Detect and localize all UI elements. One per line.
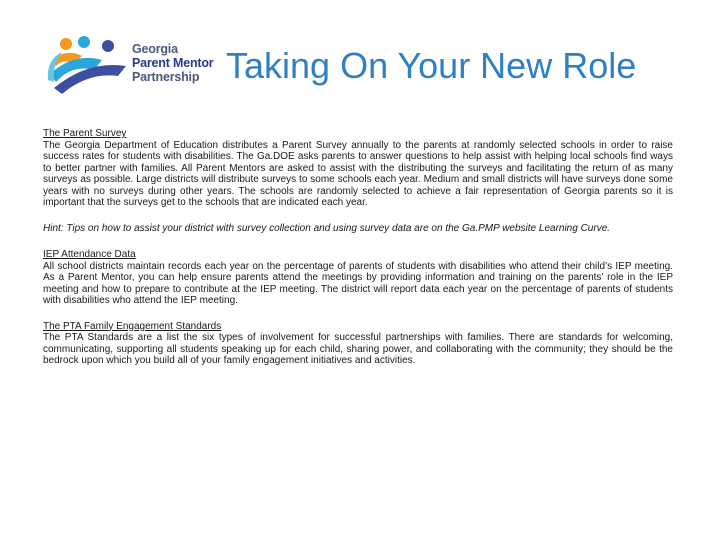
section-heading: The Parent Survey [43, 128, 127, 139]
logo-line-3: Partnership [132, 70, 200, 84]
document-body [43, 128, 673, 381]
logo-line-2: Parent Mentor [132, 56, 214, 70]
logo-people-icon [44, 30, 134, 100]
section-iep-attendance [43, 249, 673, 307]
header [0, 0, 720, 120]
gpmp-logo [44, 30, 224, 100]
section-body: The Georgia Department of Education distributes a Parent Survey annually to the parents at randomly selected schools in order to raise success rates for students with disabilities. The Ga.DOE asks parents to answer questions to help assist with helping local schools find ways to better partner with families. All Parent Mentors are asked to assist with the distributing the surveys and facilitating the return of as many surveys as possible. Large districts will distribute surveys to some schools each year. Medium and small districts will have surveys done some years with no surveys during other years. The schools are randomly selected to achieve a fair representation of Georgia parents so it is important that the surveys get to the schools that are indicated each year. [43, 139, 673, 208]
page-title: Taking On Your New Role [226, 45, 637, 86]
section-parent-survey [43, 128, 673, 209]
section-heading: The PTA Family Engagement Standards [43, 320, 222, 332]
section-pta-standards [43, 321, 673, 367]
logo-wordmark [132, 42, 213, 84]
hint-note: Hint: Tips on how to assist your district with survey collection and using survey data are on the Ga.PMP website Learning Curve. [43, 222, 611, 234]
section-body: All school districts maintain records each year on the percentage of parents of students with disabilities who attend their child’s IEP meeting. As a Parent Mentor, you can help ensure parents attend the meetings by providing information and training on the parents’ role in the IEP meeting and how to prepare to contribute at the IEP meeting. The district will report data each year on the percentage of parents of students with disabilities who attend the IEP meeting. [43, 260, 673, 306]
section-body: The PTA Standards are a list the six types of involvement for successful partnerships with families. There are standards for welcoming, communicating, supporting all students speaking up for each child, sharing power, and collaborating with the community; they should be the bedrock upon which you build all of your family engagement initiatives and activities. [43, 332, 673, 366]
logo-line-1: Georgia [132, 42, 178, 56]
section-heading: IEP Attendance Data [43, 249, 136, 260]
